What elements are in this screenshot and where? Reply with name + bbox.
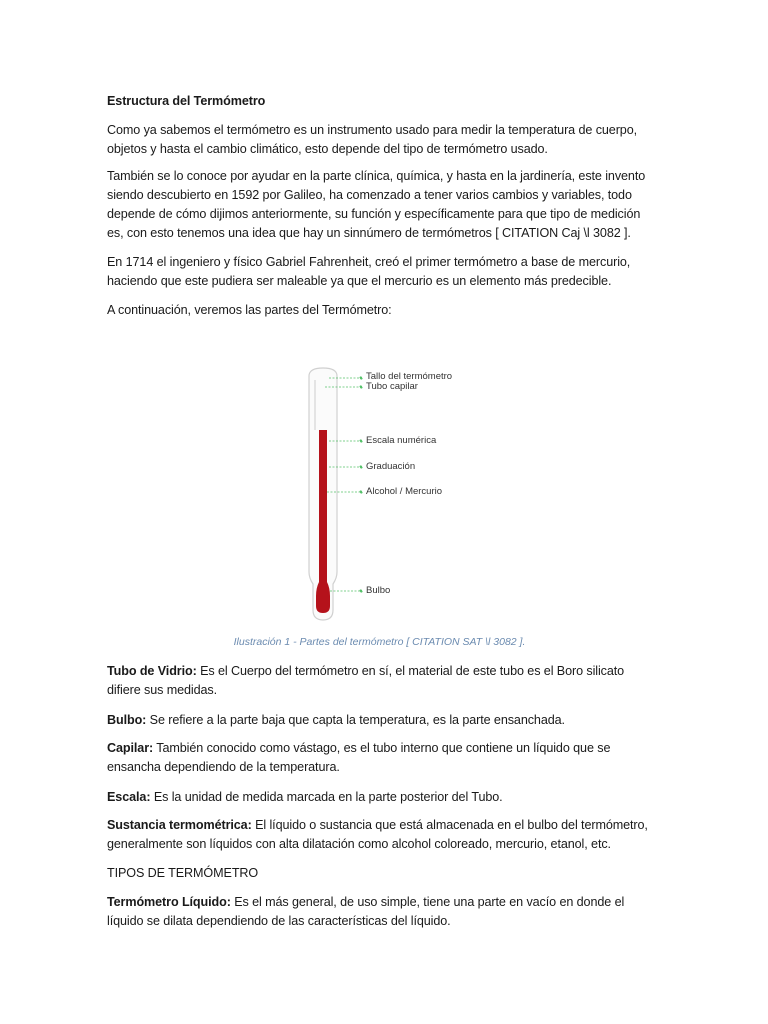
definition-text: Es el Cuerpo del termómetro en sí, el material de este tubo es el Boro silicato difiere sus medidas.: [107, 664, 625, 697]
thermometer-illustration: [285, 360, 467, 622]
label-tallo: Tallo del termómetro: [366, 371, 453, 382]
mercury-column: [319, 430, 327, 580]
definition-term: Sustancia termométrica:: [107, 818, 252, 832]
types-heading: TIPOS DE TERMÓMETRO: [107, 866, 259, 880]
figure-caption: Ilustración 1 - Partes del termómetro [ CITATION SAT \l 3082 ].: [233, 636, 526, 648]
label-tubo-capilar: Tubo capilar: [366, 381, 418, 392]
type-text: Es el más general, de uso simple, tiene una parte en vacío en donde el líquido se dilata dependiendo de las características del líquido.: [107, 895, 625, 928]
definition-term: Capilar:: [107, 741, 154, 755]
parts-intro-paragraph: A continuación, veremos las partes del Termómetro:: [107, 303, 392, 317]
label-graduacion: Graduación: [366, 461, 416, 472]
definition-text: Es la unidad de medida marcada en la parte posterior del Tubo.: [150, 790, 503, 804]
definition-sustancia: [107, 816, 652, 854]
definition-text: Se refiere a la parte baja que capta la temperatura, es la parte ensanchada.: [146, 713, 565, 727]
definition-text: El líquido o sustancia que está almacenada en el bulbo del termómetro, generalmente son líquidos con alta dilatación como alcohol coloreado, mercurio, etanol, etc.: [107, 818, 648, 851]
history-paragraph-1: También se lo conoce por ayudar en la parte clínica, química, y hasta en la jardinería, este invento siendo descubierto en 1592 por Galileo, ha comenzado a tener varios cambios y variables, todo depende de cómo dijimos anteriormente, su función y específicamente para que tipo de medición es, con esto tenemos una idea que hay un sinnúmero de termómetros [ CITATION Caj \l 3082 ].: [107, 169, 646, 240]
label-alcohol-mercurio: Alcohol / Mercurio: [366, 486, 443, 497]
label-escala: Escala numérica: [366, 435, 437, 446]
definition-term: Escala:: [107, 790, 151, 804]
definition-term: Bulbo:: [107, 713, 147, 727]
intro-paragraph: Como ya sabemos el termómetro es un instrumento usado para medir la temperatura de cuerpo, objetos y hasta el cambio climático, esto depende del tipo de termómetro usado.: [107, 123, 637, 156]
type-term: Termómetro Líquido:: [107, 895, 231, 909]
history-paragraph-2: En 1714 el ingeniero y físico Gabriel Fahrenheit, creó el primer termómetro a base de mercurio, haciendo que este pudiera ser maleable ya que el mercurio es un elemento más predecible.: [107, 255, 631, 288]
definition-escala: [107, 788, 652, 807]
label-bulbo: Bulbo: [366, 585, 391, 596]
document-title: Estructura del Termómetro: [107, 94, 266, 108]
type-termometro-liquido: [107, 893, 652, 931]
definition-capilar: [107, 739, 652, 777]
definition-text: También conocido como vástago, es el tubo interno que contiene un líquido que se ensancha dependiendo de la temperatura.: [107, 741, 611, 774]
definition-bulbo: [107, 711, 652, 730]
definition-tubo-de-vidrio: [107, 662, 652, 700]
definition-term: Tubo de Vidrio:: [107, 664, 197, 678]
